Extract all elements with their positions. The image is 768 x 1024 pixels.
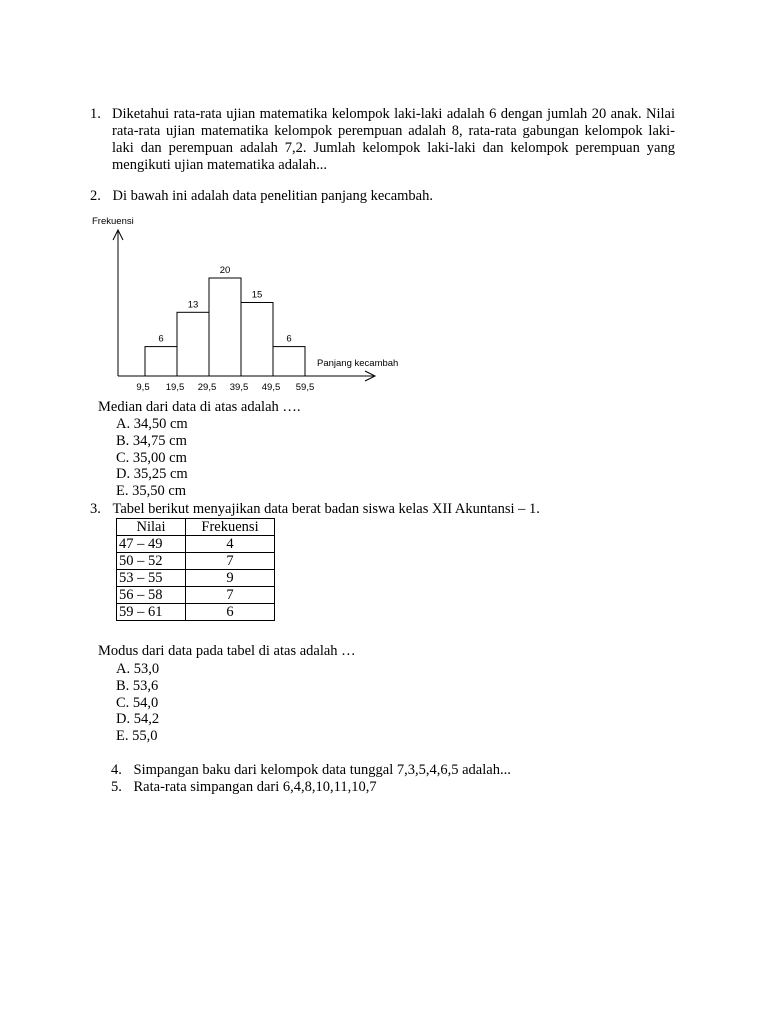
table-cell-nilai: 59 – 61 [117, 604, 186, 621]
table-cell-nilai: 56 – 58 [117, 587, 186, 604]
y-axis-label: Frekuensi [92, 216, 134, 227]
question-3-number: 3. [90, 501, 101, 517]
question-5 [111, 779, 377, 796]
histogram-tick-labels [136, 382, 314, 393]
bar-data-label: 6 [158, 333, 164, 345]
bar-data-label: 20 [219, 265, 231, 276]
x-tick-label: 19,5 [165, 382, 185, 393]
question-1-text: Diketahui rata-rata ujian matematika kelompok laki-laki adalah 6 dengan jumlah 20 anak. Nilai rata-rata ujian matematika kelompok perempuan adalah 8, rata-rata gabungan kelompok laki-laki dan perempuan adalah 7,2. Jumlah kelompok laki-laki dan kelompok perempuan yang mengikuti ujian matematika adalah... [112, 106, 675, 173]
x-tick-label: 59,5 [295, 382, 315, 393]
bar-data-label: 13 [187, 299, 199, 311]
option-a[interactable]: A. 53,0 [116, 661, 160, 677]
histogram-bar [273, 347, 305, 376]
table-row [117, 553, 275, 570]
question-4 [111, 762, 511, 779]
option-b[interactable]: B. 53,6 [116, 677, 159, 694]
bar-data-label: 15 [251, 289, 263, 301]
question-3-header [90, 501, 540, 518]
option-c[interactable]: C. 35,00 cm [116, 449, 187, 466]
table-row [117, 570, 275, 587]
question-2-number: 2. [90, 188, 101, 204]
question-1-number: 1. [90, 106, 101, 122]
x-tick-label: 29,5 [197, 382, 217, 393]
weight-table [116, 518, 275, 621]
table-cell-frekuensi: 4 [186, 536, 275, 553]
x-tick-label: 39,5 [229, 382, 249, 393]
question-3-text: Tabel berikut menyajikan data berat badan siswa kelas XII Akuntansi – 1. [112, 501, 540, 517]
question-2-header [90, 188, 433, 205]
table-cell-nilai: 53 – 55 [117, 570, 186, 587]
option-e[interactable]: E. 35,50 cm [116, 483, 187, 500]
question-1 [90, 106, 675, 174]
histogram-bar [177, 312, 209, 376]
histogram-bar [145, 347, 177, 376]
table-cell-nilai: 50 – 52 [117, 553, 186, 570]
option-b[interactable]: B. 34,75 cm [116, 432, 187, 449]
table-row [117, 536, 275, 553]
bar-data-label: 6 [286, 333, 292, 345]
question-4-text: Simpangan baku dari kelompok data tunggal 7,3,5,4,6,5 adalah... [133, 762, 511, 778]
table-header-row [117, 519, 275, 536]
question-5-text: Rata-rata simpangan dari 6,4,8,10,11,10,7 [133, 779, 377, 795]
x-axis-label: Panjang kecambah [317, 358, 399, 369]
question-3-options [116, 661, 159, 745]
table-header-frekuensi: Frekuensi [186, 519, 275, 536]
question-5-number: 5. [111, 779, 122, 795]
x-tick-label: 49,5 [261, 382, 281, 393]
table-cell-frekuensi: 9 [186, 570, 275, 587]
table-cell-frekuensi: 7 [186, 553, 275, 570]
question-2-prompt: Median dari data di atas adalah …. [98, 399, 301, 415]
option-c[interactable]: C. 54,0 [116, 694, 159, 711]
histogram-bar [241, 303, 273, 377]
question-2-text: Di bawah ini adalah data penelitian panjang kecambah. [112, 188, 433, 204]
histogram-bars [145, 278, 305, 376]
option-a[interactable]: A. 34,50 cm [116, 416, 188, 432]
x-tick-label: 9,5 [136, 382, 150, 393]
histogram-chart [85, 208, 425, 398]
option-d[interactable]: D. 35,25 cm [116, 466, 188, 483]
table-cell-nilai: 47 – 49 [117, 536, 186, 553]
table-header-nilai: Nilai [117, 519, 186, 536]
question-4-number: 4. [111, 762, 122, 778]
option-e[interactable]: E. 55,0 [116, 728, 158, 745]
histogram-bar [209, 278, 241, 376]
option-d[interactable]: D. 54,2 [116, 711, 160, 728]
table-cell-frekuensi: 7 [186, 587, 275, 604]
question-3-prompt: Modus dari data pada tabel di atas adalah … [98, 643, 356, 659]
table-cell-frekuensi: 6 [186, 604, 275, 621]
question-2-options [116, 416, 188, 500]
table-row [117, 604, 275, 621]
table-row [117, 587, 275, 604]
